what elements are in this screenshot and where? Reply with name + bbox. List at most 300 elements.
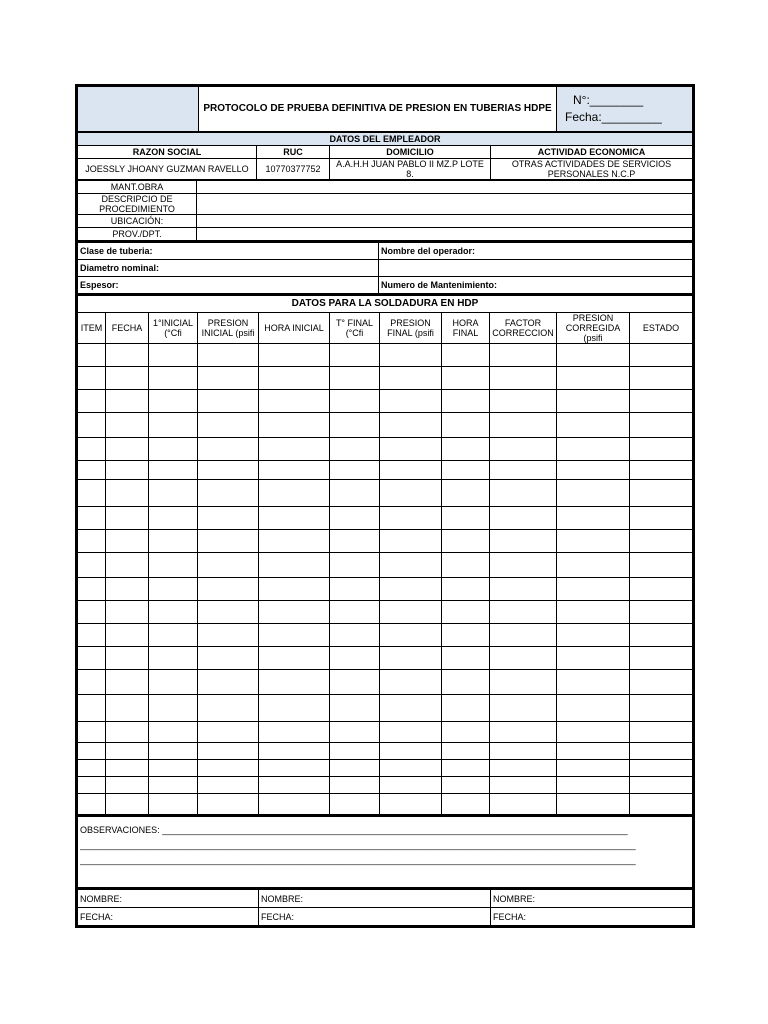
table-cell[interactable] xyxy=(198,624,259,647)
table-cell[interactable] xyxy=(442,695,490,722)
table-cell[interactable] xyxy=(557,695,630,722)
table-cell[interactable] xyxy=(78,507,106,530)
table-cell[interactable] xyxy=(330,553,380,578)
table-cell[interactable] xyxy=(78,480,106,507)
table-cell[interactable] xyxy=(380,367,442,390)
table-cell[interactable] xyxy=(106,743,149,760)
table-cell[interactable] xyxy=(330,413,380,438)
table-cell[interactable] xyxy=(630,647,693,670)
table-cell[interactable] xyxy=(78,743,106,760)
table-cell[interactable] xyxy=(630,530,693,553)
table-cell[interactable] xyxy=(78,777,106,794)
table-cell[interactable] xyxy=(380,777,442,794)
table-cell[interactable] xyxy=(330,367,380,390)
table-cell[interactable] xyxy=(490,480,557,507)
table-cell[interactable] xyxy=(198,390,259,413)
table-cell[interactable] xyxy=(330,507,380,530)
table-cell[interactable] xyxy=(442,461,490,480)
table-cell[interactable] xyxy=(198,695,259,722)
col-actividad: ACTIVIDAD ECONOMICA xyxy=(491,146,693,159)
table-cell[interactable] xyxy=(490,438,557,461)
signature-name-2[interactable]: NOMBRE: xyxy=(259,889,491,908)
table-cell[interactable] xyxy=(106,507,149,530)
table-cell[interactable] xyxy=(490,367,557,390)
table-cell[interactable] xyxy=(630,670,693,695)
table-cell[interactable] xyxy=(198,413,259,438)
table-cell[interactable] xyxy=(330,722,380,743)
table-cell[interactable] xyxy=(630,480,693,507)
protocol-form xyxy=(75,84,695,928)
table-cell[interactable] xyxy=(330,624,380,647)
col-domicilio: DOMICILIO xyxy=(330,146,491,159)
table-cell[interactable] xyxy=(330,461,380,480)
table-cell[interactable] xyxy=(149,507,198,530)
table-cell[interactable] xyxy=(630,507,693,530)
table-row xyxy=(78,601,693,624)
table-cell[interactable] xyxy=(106,530,149,553)
table-cell[interactable] xyxy=(198,760,259,777)
table-cell[interactable] xyxy=(330,777,380,794)
table-cell[interactable] xyxy=(330,647,380,670)
table-cell[interactable] xyxy=(557,794,630,815)
table-cell[interactable] xyxy=(259,530,330,553)
table-cell[interactable] xyxy=(630,344,693,367)
table-cell[interactable] xyxy=(106,390,149,413)
signature-name-3[interactable]: NOMBRE: xyxy=(491,889,693,908)
soldadura-col-header: HORA INICIAL xyxy=(259,313,330,344)
table-cell[interactable] xyxy=(106,578,149,601)
table-cell[interactable] xyxy=(442,670,490,695)
table-cell[interactable] xyxy=(490,530,557,553)
table-cell[interactable] xyxy=(259,722,330,743)
table-cell[interactable] xyxy=(630,438,693,461)
table-cell[interactable] xyxy=(442,760,490,777)
table-cell[interactable] xyxy=(78,530,106,553)
clase-tuberia-field[interactable]: Clase de tuberia: xyxy=(78,242,379,260)
table-cell[interactable] xyxy=(380,624,442,647)
table-cell[interactable] xyxy=(149,578,198,601)
table-cell[interactable] xyxy=(78,461,106,480)
table-cell[interactable] xyxy=(630,553,693,578)
razon-social-value: JOESSLY JHOANY GUZMAN RAVELLO xyxy=(78,159,257,180)
table-cell[interactable] xyxy=(442,743,490,760)
table-cell[interactable] xyxy=(630,722,693,743)
table-cell[interactable] xyxy=(330,530,380,553)
table-cell[interactable] xyxy=(78,553,106,578)
table-cell[interactable] xyxy=(149,760,198,777)
table-cell[interactable] xyxy=(149,367,198,390)
table-cell[interactable] xyxy=(490,461,557,480)
numero-mantenimiento-field[interactable]: Numero de Mantenimiento: xyxy=(379,277,693,294)
number-date-cell xyxy=(557,87,693,132)
table-cell[interactable] xyxy=(630,760,693,777)
nombre-operador-field[interactable]: Nombre del operador: xyxy=(379,242,693,260)
table-row xyxy=(78,794,693,815)
table-cell[interactable] xyxy=(330,438,380,461)
table-cell[interactable] xyxy=(380,530,442,553)
table-cell[interactable] xyxy=(630,777,693,794)
table-cell[interactable] xyxy=(106,722,149,743)
table-cell[interactable] xyxy=(198,794,259,815)
table-cell[interactable] xyxy=(490,760,557,777)
table-cell[interactable] xyxy=(106,438,149,461)
table-cell[interactable] xyxy=(490,722,557,743)
table-cell[interactable] xyxy=(198,507,259,530)
table-cell[interactable] xyxy=(259,624,330,647)
table-cell[interactable] xyxy=(78,794,106,815)
observaciones-field[interactable] xyxy=(78,816,693,888)
table-cell[interactable] xyxy=(442,722,490,743)
signature-date-2[interactable]: FECHA: xyxy=(259,908,491,926)
table-cell[interactable] xyxy=(259,367,330,390)
table-cell[interactable] xyxy=(106,670,149,695)
table-row xyxy=(78,578,693,601)
table-cell[interactable] xyxy=(149,777,198,794)
table-cell[interactable] xyxy=(149,438,198,461)
table-cell[interactable] xyxy=(557,647,630,670)
soldadura-table xyxy=(77,294,693,815)
table-cell[interactable] xyxy=(198,530,259,553)
ubicacion-label: UBICACIÓN: xyxy=(78,215,197,228)
table-cell[interactable] xyxy=(380,461,442,480)
table-cell[interactable] xyxy=(149,743,198,760)
descripcion-field[interactable] xyxy=(197,194,693,215)
table-cell[interactable] xyxy=(259,553,330,578)
table-cell[interactable] xyxy=(330,695,380,722)
table-cell[interactable] xyxy=(380,647,442,670)
table-cell[interactable] xyxy=(106,794,149,815)
table-cell[interactable] xyxy=(380,722,442,743)
table-cell[interactable] xyxy=(557,578,630,601)
logo-cell xyxy=(78,87,199,132)
table-cell[interactable] xyxy=(380,695,442,722)
table-cell[interactable] xyxy=(106,695,149,722)
table-row xyxy=(78,461,693,480)
observaciones-table xyxy=(77,815,693,888)
table-cell[interactable] xyxy=(149,695,198,722)
table-cell[interactable] xyxy=(490,794,557,815)
table-cell[interactable] xyxy=(149,670,198,695)
table-cell[interactable] xyxy=(442,777,490,794)
table-cell[interactable] xyxy=(557,390,630,413)
descripcion-label: DESCRIPCIO DE PROCEDIMIENTO xyxy=(78,194,197,215)
table-cell[interactable] xyxy=(380,438,442,461)
table-cell[interactable] xyxy=(490,390,557,413)
table-cell[interactable] xyxy=(442,578,490,601)
signature-name-1[interactable]: NOMBRE: xyxy=(78,889,259,908)
table-row xyxy=(78,480,693,507)
doc-date-field[interactable]: Fecha:_________ xyxy=(565,110,662,124)
table-cell[interactable] xyxy=(630,624,693,647)
table-cell[interactable] xyxy=(78,624,106,647)
table-cell[interactable] xyxy=(106,344,149,367)
table-cell[interactable] xyxy=(557,743,630,760)
table-cell[interactable] xyxy=(630,461,693,480)
table-cell[interactable] xyxy=(149,601,198,624)
observaciones-label: OBSERVACIONES: _____________________________________________________________________________________________ xyxy=(80,825,628,835)
table-cell[interactable] xyxy=(149,530,198,553)
table-cell[interactable] xyxy=(259,344,330,367)
table-cell[interactable] xyxy=(380,390,442,413)
table-cell[interactable] xyxy=(490,601,557,624)
table-cell[interactable] xyxy=(442,413,490,438)
table-cell[interactable] xyxy=(78,601,106,624)
table-cell[interactable] xyxy=(149,461,198,480)
table-cell[interactable] xyxy=(442,553,490,578)
table-cell[interactable] xyxy=(557,624,630,647)
table-cell[interactable] xyxy=(259,390,330,413)
table-cell[interactable] xyxy=(78,344,106,367)
table-cell[interactable] xyxy=(442,480,490,507)
table-row xyxy=(78,553,693,578)
table-cell[interactable] xyxy=(442,367,490,390)
signature-date-1[interactable]: FECHA: xyxy=(78,908,259,926)
table-cell[interactable] xyxy=(259,413,330,438)
table-cell[interactable] xyxy=(198,601,259,624)
table-cell[interactable] xyxy=(198,722,259,743)
table-cell[interactable] xyxy=(330,760,380,777)
table-cell[interactable] xyxy=(557,530,630,553)
table-cell[interactable] xyxy=(380,578,442,601)
observaciones-line-2: _______________________________________________________________________________________________________________ xyxy=(80,855,636,865)
table-cell[interactable] xyxy=(106,553,149,578)
table-cell[interactable] xyxy=(198,743,259,760)
table-row xyxy=(78,413,693,438)
table-cell[interactable] xyxy=(149,413,198,438)
table-cell[interactable] xyxy=(380,601,442,624)
table-cell[interactable] xyxy=(630,390,693,413)
table-cell[interactable] xyxy=(106,413,149,438)
table-cell[interactable] xyxy=(490,670,557,695)
espesor-field[interactable]: Espesor: xyxy=(78,277,379,294)
soldadura-col-header: FACTOR CORRECCION xyxy=(490,313,557,344)
table-cell[interactable] xyxy=(106,760,149,777)
table-cell[interactable] xyxy=(78,647,106,670)
table-cell[interactable] xyxy=(106,624,149,647)
table-cell[interactable] xyxy=(78,722,106,743)
table-cell[interactable] xyxy=(106,777,149,794)
table-cell[interactable] xyxy=(149,624,198,647)
table-cell[interactable] xyxy=(330,601,380,624)
soldadura-grid xyxy=(78,344,693,815)
doc-number-field[interactable]: N°:________ xyxy=(573,93,644,107)
table-cell[interactable] xyxy=(149,722,198,743)
table-cell[interactable] xyxy=(490,624,557,647)
table-cell[interactable] xyxy=(490,695,557,722)
table-cell[interactable] xyxy=(557,722,630,743)
table-cell[interactable] xyxy=(630,413,693,438)
table-cell[interactable] xyxy=(380,743,442,760)
table-cell[interactable] xyxy=(198,480,259,507)
table-row xyxy=(78,438,693,461)
table-cell[interactable] xyxy=(442,390,490,413)
observaciones-line-1: _______________________________________________________________________________________________________________ xyxy=(80,840,636,850)
table-cell[interactable] xyxy=(149,794,198,815)
table-row xyxy=(78,695,693,722)
table-cell[interactable] xyxy=(198,647,259,670)
table-cell[interactable] xyxy=(630,578,693,601)
table-cell[interactable] xyxy=(78,670,106,695)
soldadura-section-title: DATOS PARA LA SOLDADURA EN HDP xyxy=(78,295,693,313)
table-cell[interactable] xyxy=(198,777,259,794)
table-cell[interactable] xyxy=(442,624,490,647)
table-row xyxy=(78,722,693,743)
table-cell[interactable] xyxy=(380,480,442,507)
table-cell[interactable] xyxy=(149,390,198,413)
table-cell[interactable] xyxy=(330,578,380,601)
table-cell[interactable] xyxy=(259,461,330,480)
table-cell[interactable] xyxy=(78,413,106,438)
table-row xyxy=(78,670,693,695)
table-cell[interactable] xyxy=(78,578,106,601)
actividad-value: OTRAS ACTIVIDADES DE SERVICIOS PERSONALES N.C.P xyxy=(491,159,693,180)
table-cell[interactable] xyxy=(149,647,198,670)
table-cell[interactable] xyxy=(630,794,693,815)
table-cell[interactable] xyxy=(557,480,630,507)
table-row xyxy=(78,367,693,390)
table-cell[interactable] xyxy=(259,507,330,530)
table-cell[interactable] xyxy=(630,601,693,624)
table-cell[interactable] xyxy=(442,507,490,530)
table-cell[interactable] xyxy=(380,553,442,578)
table-cell[interactable] xyxy=(259,743,330,760)
table-cell[interactable] xyxy=(442,794,490,815)
soldadura-col-header: PRESION CORREGIDA (psifi xyxy=(557,313,630,344)
table-cell[interactable] xyxy=(259,670,330,695)
table-cell[interactable] xyxy=(259,777,330,794)
table-cell[interactable] xyxy=(198,578,259,601)
table-cell[interactable] xyxy=(380,413,442,438)
table-cell[interactable] xyxy=(557,553,630,578)
table-cell[interactable] xyxy=(106,461,149,480)
info-table xyxy=(77,180,693,241)
table-cell[interactable] xyxy=(259,760,330,777)
table-cell[interactable] xyxy=(380,670,442,695)
table-cell[interactable] xyxy=(149,344,198,367)
table-cell[interactable] xyxy=(259,794,330,815)
prov-field[interactable] xyxy=(197,228,693,241)
table-cell[interactable] xyxy=(198,553,259,578)
table-cell[interactable] xyxy=(106,601,149,624)
table-cell[interactable] xyxy=(630,695,693,722)
table-cell[interactable] xyxy=(442,601,490,624)
header-table xyxy=(77,86,693,132)
mant-obra-field[interactable] xyxy=(197,181,693,194)
table-row xyxy=(78,743,693,760)
table-cell[interactable] xyxy=(259,480,330,507)
table-cell[interactable] xyxy=(259,695,330,722)
table-cell[interactable] xyxy=(198,344,259,367)
table-cell[interactable] xyxy=(106,480,149,507)
table-cell[interactable] xyxy=(490,777,557,794)
table-row xyxy=(78,760,693,777)
table-cell[interactable] xyxy=(78,438,106,461)
diametro-nominal-field[interactable]: Diametro nominal: xyxy=(78,260,379,277)
table-cell[interactable] xyxy=(78,760,106,777)
table-row xyxy=(78,530,693,553)
table-cell[interactable] xyxy=(78,695,106,722)
table-cell[interactable] xyxy=(557,438,630,461)
table-row xyxy=(78,344,693,367)
table-cell[interactable] xyxy=(78,367,106,390)
table-cell[interactable] xyxy=(106,647,149,670)
table-cell[interactable] xyxy=(490,553,557,578)
table-cell[interactable] xyxy=(442,438,490,461)
soldadura-col-header: T° FINAL (°Cfi xyxy=(330,313,380,344)
table-cell[interactable] xyxy=(330,670,380,695)
table-cell[interactable] xyxy=(330,344,380,367)
table-cell[interactable] xyxy=(198,461,259,480)
ubicacion-field[interactable] xyxy=(197,215,693,228)
soldadura-col-header: ESTADO xyxy=(630,313,693,344)
table-cell[interactable] xyxy=(557,777,630,794)
table-cell[interactable] xyxy=(557,461,630,480)
table-cell[interactable] xyxy=(259,578,330,601)
table-cell[interactable] xyxy=(557,670,630,695)
table-cell[interactable] xyxy=(259,647,330,670)
table-cell[interactable] xyxy=(490,507,557,530)
table-row xyxy=(78,624,693,647)
table-cell[interactable] xyxy=(380,760,442,777)
table-cell[interactable] xyxy=(442,344,490,367)
table-cell[interactable] xyxy=(149,480,198,507)
table-cell[interactable] xyxy=(330,794,380,815)
soldadura-col-header: FECHA xyxy=(106,313,149,344)
table-row xyxy=(78,647,693,670)
table-cell[interactable] xyxy=(557,413,630,438)
table-cell[interactable] xyxy=(259,438,330,461)
table-cell[interactable] xyxy=(630,743,693,760)
table-cell[interactable] xyxy=(380,794,442,815)
table-cell[interactable] xyxy=(442,647,490,670)
table-cell[interactable] xyxy=(149,553,198,578)
table-cell[interactable] xyxy=(330,743,380,760)
table-cell[interactable] xyxy=(557,344,630,367)
table-cell[interactable] xyxy=(557,760,630,777)
table-cell[interactable] xyxy=(330,390,380,413)
table-cell[interactable] xyxy=(380,344,442,367)
table-cell[interactable] xyxy=(490,647,557,670)
table-row xyxy=(78,507,693,530)
table-cell[interactable] xyxy=(380,507,442,530)
soldadura-col-header: PRESION INICIAL (psifi xyxy=(198,313,259,344)
table-cell[interactable] xyxy=(557,507,630,530)
signature-date-3[interactable]: FECHA: xyxy=(491,908,693,926)
table-cell[interactable] xyxy=(630,367,693,390)
soldadura-col-header: HORA FINAL xyxy=(442,313,490,344)
table-cell[interactable] xyxy=(198,367,259,390)
table-cell[interactable] xyxy=(490,344,557,367)
col-ruc: RUC xyxy=(257,146,330,159)
employer-section-title: DATOS DEL EMPLEADOR xyxy=(78,133,693,146)
employer-table xyxy=(77,132,693,180)
table-row xyxy=(78,777,693,794)
table-cell[interactable] xyxy=(106,367,149,390)
table-cell[interactable] xyxy=(557,367,630,390)
table-cell[interactable] xyxy=(442,530,490,553)
table-cell[interactable] xyxy=(490,743,557,760)
table-cell[interactable] xyxy=(490,578,557,601)
soldadura-col-header: PRESION FINAL (psifi xyxy=(380,313,442,344)
table-cell[interactable] xyxy=(490,413,557,438)
table-cell[interactable] xyxy=(330,480,380,507)
table-cell[interactable] xyxy=(259,601,330,624)
signature-table xyxy=(77,888,693,926)
table-cell[interactable] xyxy=(78,390,106,413)
table-cell[interactable] xyxy=(557,601,630,624)
table-cell[interactable] xyxy=(198,438,259,461)
table-cell[interactable] xyxy=(198,670,259,695)
